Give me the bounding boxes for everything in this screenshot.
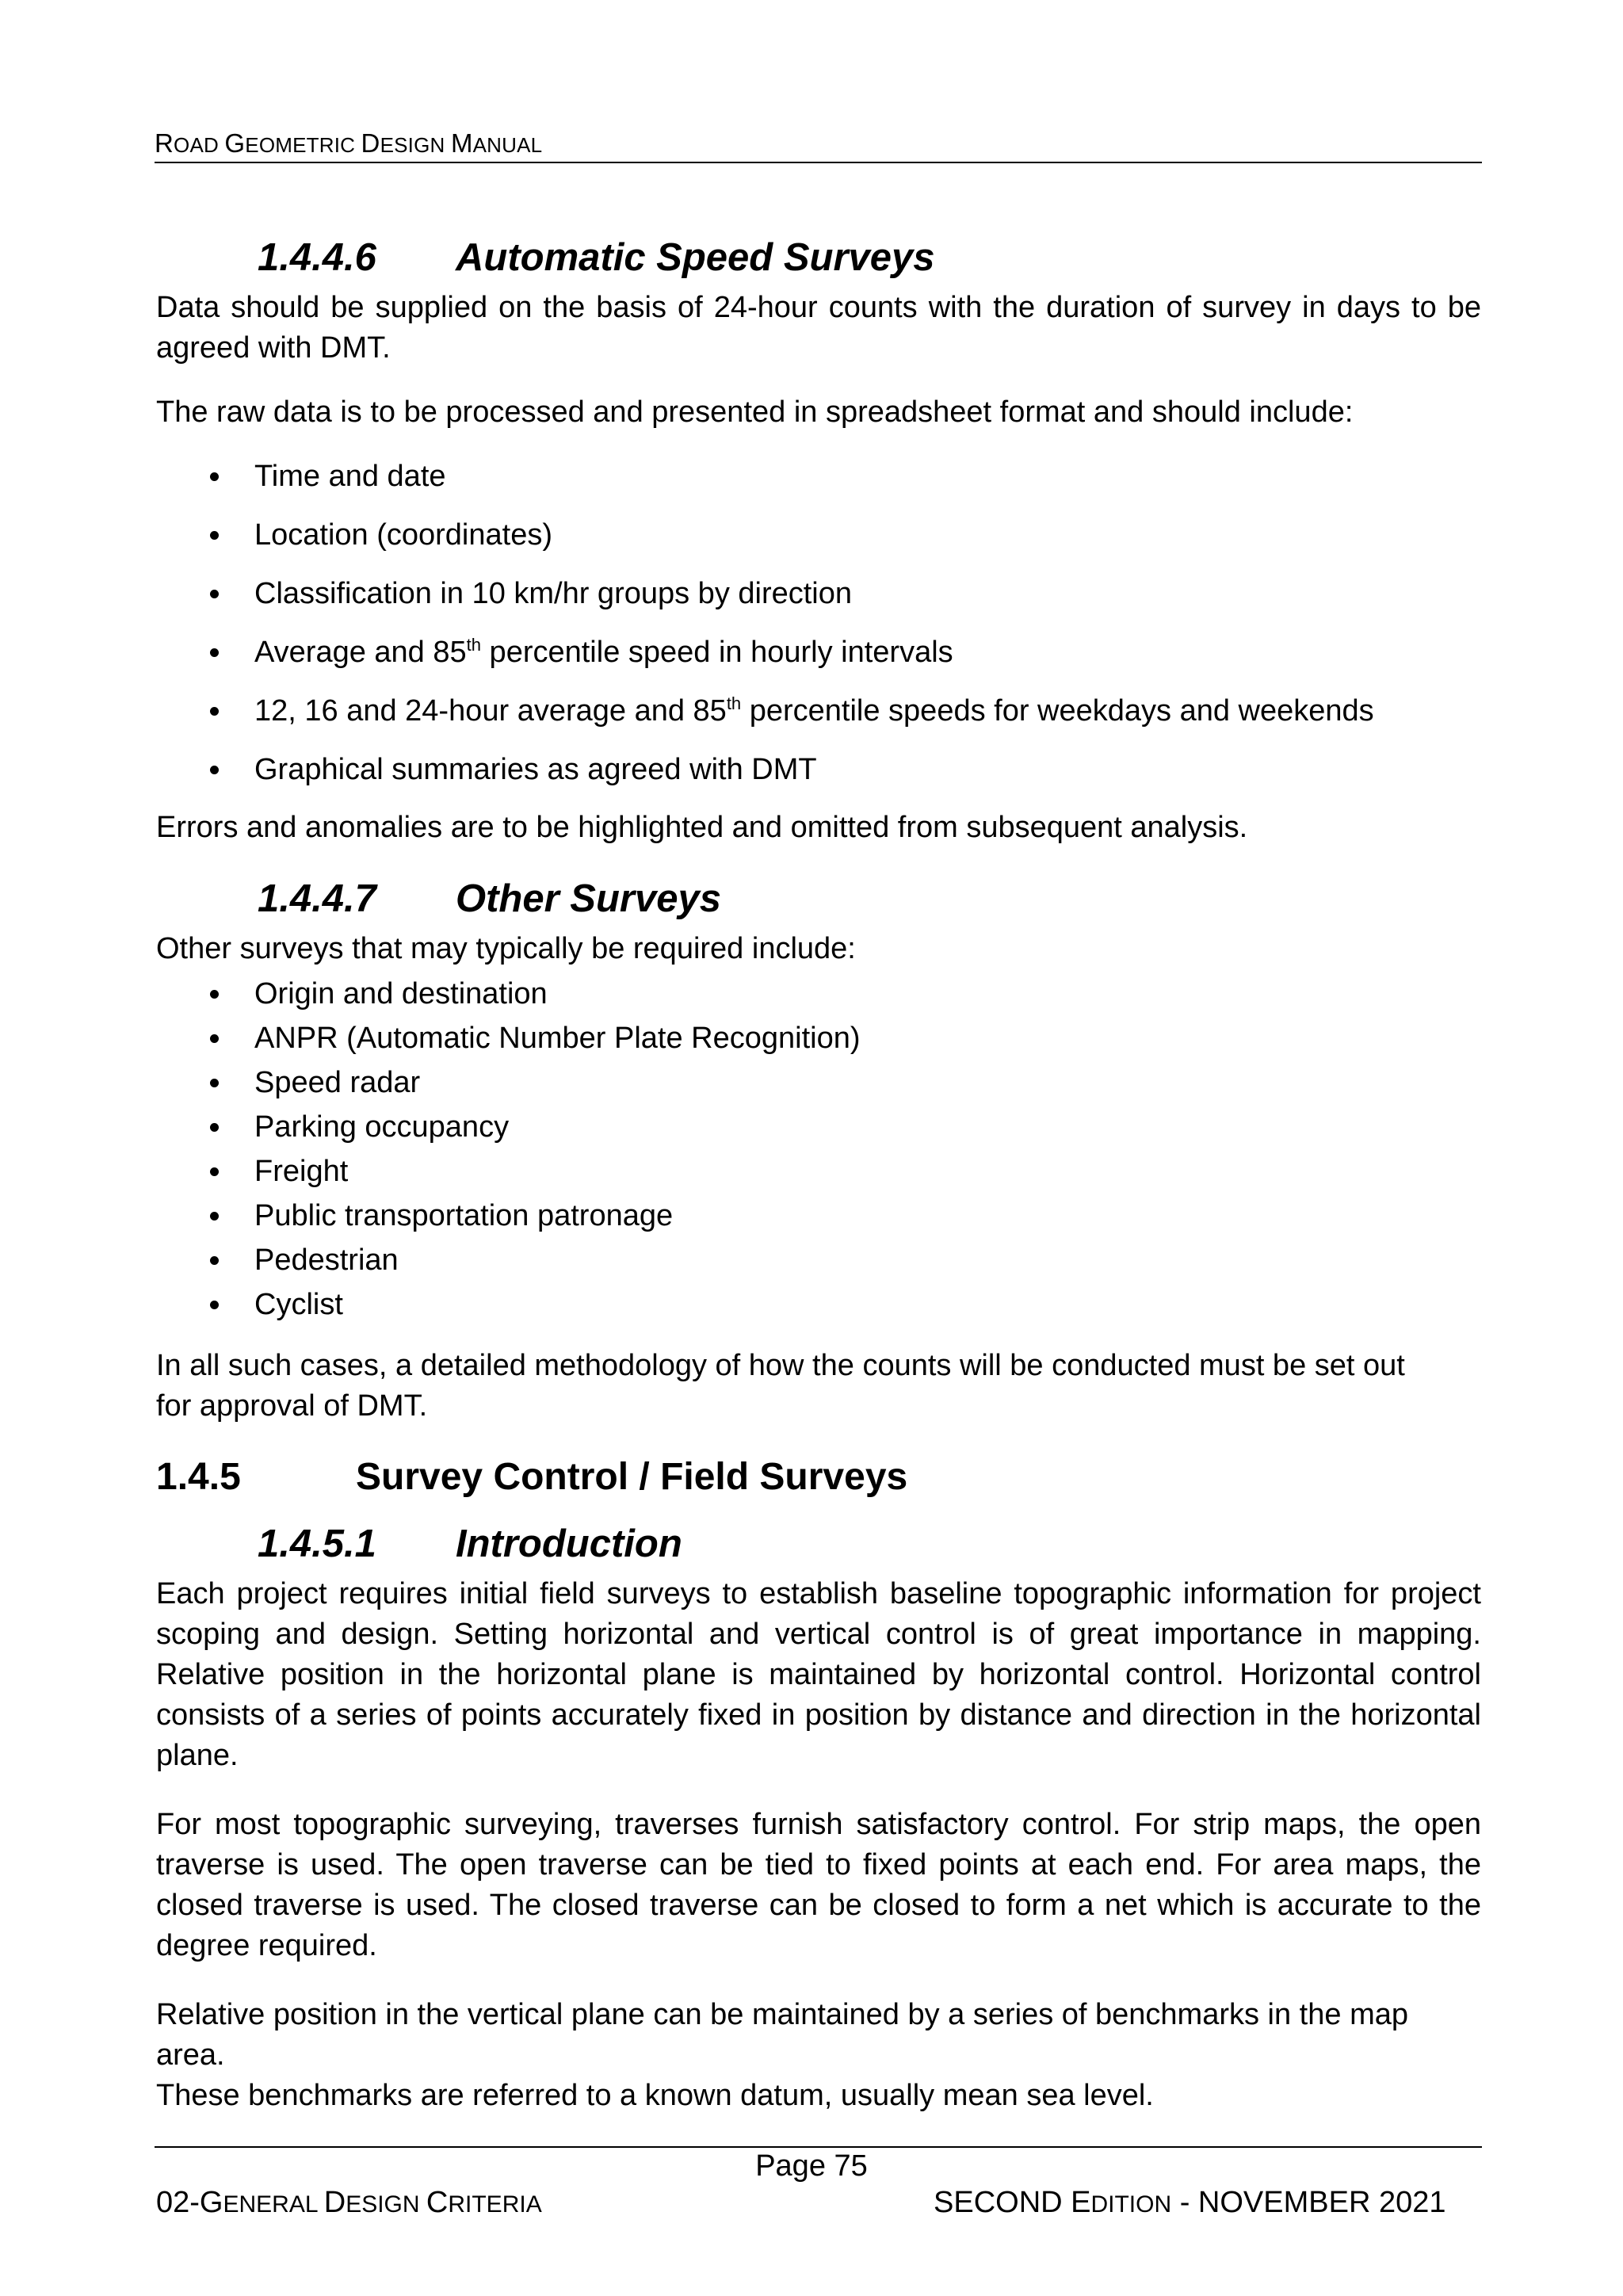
paragraph <box>156 1995 1481 2116</box>
heading-title: Survey Control / Field Surveys <box>356 1456 908 1498</box>
footer-text: - NOVEMBER 2021 <box>1171 2186 1446 2219</box>
list-item <box>156 974 1481 1014</box>
header-text: R <box>155 128 174 158</box>
bullet-icon <box>210 1167 219 1176</box>
heading-title: Automatic Speed Surveys <box>456 236 935 279</box>
bullet-icon <box>210 1256 219 1265</box>
footer-edition <box>934 2186 1446 2220</box>
header-text: D <box>361 128 380 158</box>
bullet-list <box>156 457 1481 790</box>
header-text: G <box>224 128 246 158</box>
list-item <box>156 1196 1481 1236</box>
list-item <box>156 457 1481 497</box>
footer-text: SECOND E <box>934 2186 1091 2219</box>
list-item <box>156 750 1481 790</box>
bullet-icon <box>210 766 219 774</box>
list-item <box>156 1285 1481 1325</box>
footer-text: 02-G <box>156 2186 223 2219</box>
list-item-text: 12, 16 and 24-hour average and 85 <box>254 694 727 728</box>
paragraph-line: for approval of DMT. <box>156 1389 428 1423</box>
list-item-text: ANPR (Automatic Number Plate Recognition) <box>254 1022 861 1055</box>
list-item <box>156 515 1481 556</box>
heading-number: 1.4.4.6 <box>258 236 376 279</box>
list-item-text: Graphical summaries as agreed with DMT <box>254 753 817 786</box>
header-text: OAD <box>174 133 225 157</box>
paragraph-line: Relative position in the vertical plane can be maintained by a series of benchmarks in the map area. <box>156 1998 1408 2072</box>
bullet-icon <box>210 1212 219 1221</box>
paragraph: Data should be supplied on the basis of 24-hour counts with the duration of survey in days to be agreed with DMT. <box>156 291 1481 365</box>
footer-text: RITERIA <box>448 2191 542 2218</box>
list-item <box>156 632 1481 673</box>
bullet-icon <box>210 1034 219 1043</box>
bullet-icon <box>210 648 219 657</box>
list-item-text: Classification in 10 km/hr groups by direction <box>254 577 853 610</box>
header-text: M <box>450 128 473 158</box>
paragraph: The raw data is to be processed and presented in spreadsheet format and should include: <box>156 395 1354 429</box>
list-item-text: Cyclist <box>254 1288 343 1321</box>
heading-145 <box>156 1454 1481 1501</box>
footer-text: ESIGN <box>346 2191 426 2218</box>
bullet-icon <box>210 1123 219 1132</box>
list-item <box>156 574 1481 614</box>
superscript: th <box>726 693 742 713</box>
header-text: EOMETRIC <box>245 133 361 157</box>
list-item-text: Speed radar <box>254 1066 421 1099</box>
page-number: Page 75 <box>755 2149 868 2183</box>
header-text: ANUAL <box>472 133 543 157</box>
paragraph: Errors and anomalies are to be highlighted and omitted from subsequent analysis. <box>156 811 1248 844</box>
footer-text: ENERAL <box>223 2191 324 2218</box>
paragraph: Each project requires initial field surveys to establish baseline topographic information for project scoping and design. Setting horizontal and vertical control is of great importance in mapping. Relative position in the horizontal plane is maintained by horizontal control. Horizontal control consists of a series of points accurately fixed in position by distance and direction in the horizontal plane. <box>156 1577 1481 1772</box>
list-item-text: Origin and destination <box>254 977 548 1010</box>
list-item <box>156 1018 1481 1059</box>
bullet-icon <box>210 1079 219 1087</box>
bullet-icon <box>210 531 219 540</box>
superscript: th <box>466 635 481 655</box>
bullet-icon <box>210 707 219 716</box>
heading-title: Introduction <box>456 1522 682 1565</box>
list-item-text: Average and 85 <box>254 636 467 669</box>
page-body <box>156 234 1481 2116</box>
footer-text: C <box>426 2186 449 2219</box>
running-header <box>155 128 1482 163</box>
bullet-icon <box>210 472 219 481</box>
heading-number: 1.4.5.1 <box>258 1522 376 1565</box>
footer-rule <box>155 2146 1482 2148</box>
list-item-text: percentile speeds for weekdays and weekends <box>741 694 1374 728</box>
list-item-text: Public transportation patronage <box>254 1199 674 1232</box>
paragraph-line: These benchmarks are referred to a known datum, usually mean sea level. <box>156 2079 1154 2112</box>
heading-1451 <box>156 1520 1481 1568</box>
paragraph <box>156 1346 1481 1427</box>
heading-number: 1.4.4.7 <box>258 877 376 920</box>
list-item-text: percentile speed in hourly intervals <box>481 636 953 669</box>
list-item <box>156 1240 1481 1281</box>
bullet-icon <box>210 990 219 999</box>
list-item <box>156 1152 1481 1192</box>
bullet-icon <box>210 590 219 598</box>
list-item <box>156 1063 1481 1103</box>
list-item-text: Time and date <box>254 460 446 493</box>
bullet-icon <box>210 1301 219 1309</box>
list-item-text: Location (coordinates) <box>254 518 552 552</box>
list-item-text: Pedestrian <box>254 1244 399 1277</box>
list-item-text: Freight <box>254 1155 349 1188</box>
heading-1447 <box>156 875 1481 923</box>
bullet-list <box>156 974 1481 1325</box>
paragraph-line: In all such cases, a detailed methodology of how the counts will be conducted must be set out <box>156 1349 1405 1382</box>
paragraph: Other surveys that may typically be required include: <box>156 932 856 965</box>
footer-text: DITION <box>1090 2191 1172 2218</box>
heading-number: 1.4.5 <box>156 1456 241 1498</box>
footer-chapter <box>156 2186 542 2220</box>
list-item <box>156 691 1481 732</box>
heading-1446 <box>156 234 1481 281</box>
list-item <box>156 1107 1481 1148</box>
heading-title: Other Surveys <box>456 877 721 920</box>
paragraph: For most topographic surveying, traverses furnish satisfactory control. For strip maps, the open traverse is used. The open traverse can be tied to fixed points at each end. For area maps, the closed traverse is used. The closed traverse can be closed to form a net which is accurate to the degree required. <box>156 1808 1481 1962</box>
header-text: ESIGN <box>380 133 451 157</box>
list-item-text: Parking occupancy <box>254 1110 510 1144</box>
footer-text: D <box>323 2186 346 2219</box>
